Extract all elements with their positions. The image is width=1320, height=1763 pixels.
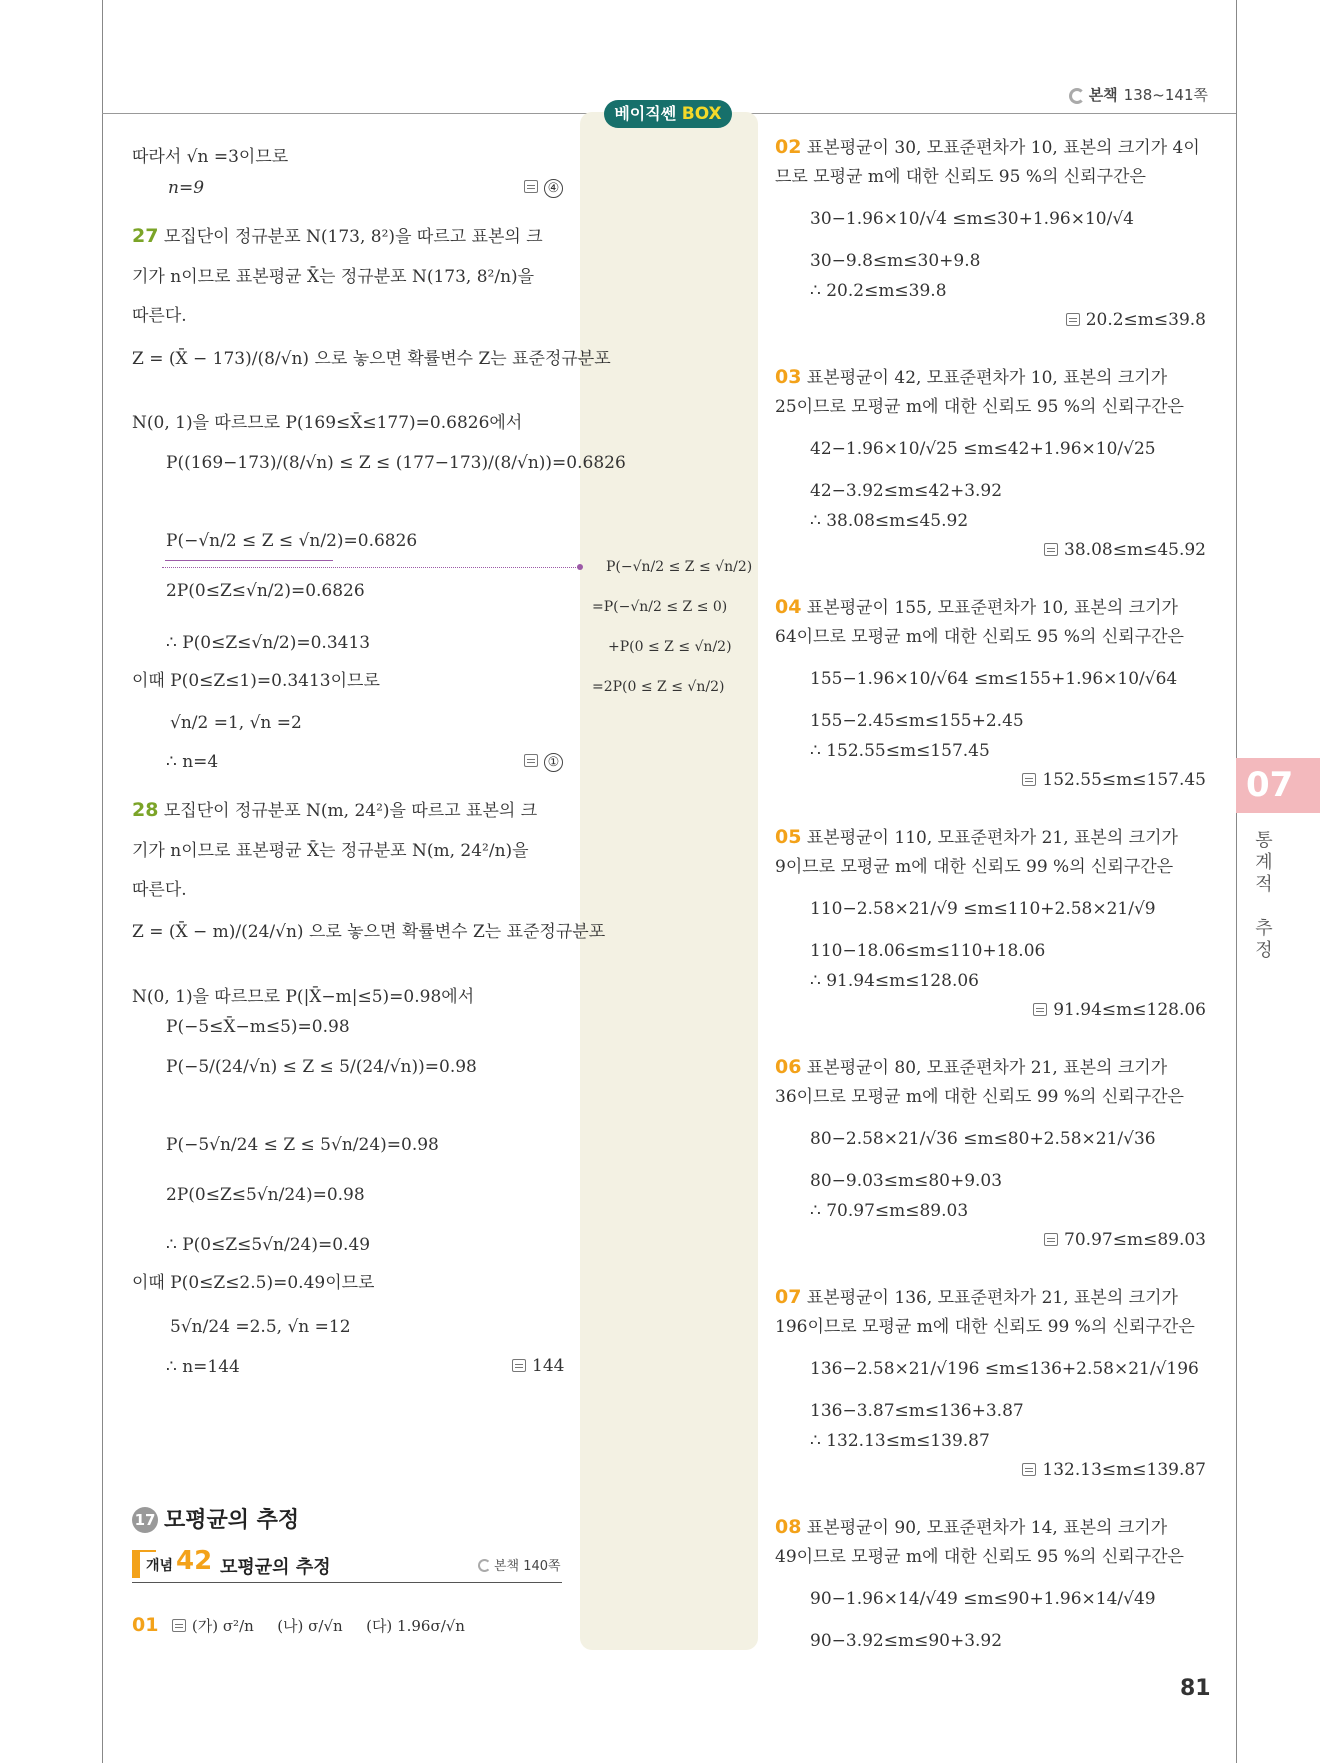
connector-dotted-line: [162, 567, 580, 568]
problem-01-part-a: (가) σ²/n: [191, 1617, 254, 1635]
book-ref-icon: [1069, 88, 1085, 104]
problem-06-line-1: [775, 1056, 1167, 1079]
problem-04-text-1: 표본평균이 155, 모표준편차가 10, 표본의 크기가: [806, 598, 1178, 618]
problem-28-line-2: 기가 n이므로 표본평균 X̄는 정규분포 N(m, 24²/n)을: [132, 841, 529, 861]
problem-06-text-1: 표본평균이 80, 모표준편차가 21, 표본의 크기가: [806, 1058, 1168, 1078]
problem-03-eq-3: ∴ 38.08≤m≤45.92: [810, 511, 969, 531]
problem-27-eq-6: ∴ n=4: [166, 752, 219, 772]
problem-08-eq-2: 90−3.92≤m≤90+3.92: [810, 1631, 1003, 1651]
problem-06-number: 06: [775, 1056, 802, 1078]
highlight-underline: [165, 560, 333, 561]
problem-27-line-6: 이때 P(0≤Z≤1)=0.3413이므로: [132, 671, 380, 691]
section-title: 모평균의 추정: [164, 1508, 300, 1533]
answer-26-value: ④: [544, 179, 563, 198]
problem-04-line-2: 64이므로 모평균 m에 대한 신뢰도 95 %의 신뢰구간은: [775, 627, 1184, 647]
book-ref-icon: [478, 1559, 491, 1572]
problem-05-line-2: 9이므로 모평균 m에 대한 신뢰도 99 %의 신뢰구간은: [775, 857, 1174, 877]
problem-07-line-2: 196이므로 모평균 m에 대한 신뢰도 99 %의 신뢰구간은: [775, 1317, 1195, 1337]
problem-04-eq-2: 155−2.45≤m≤155+2.45: [810, 711, 1024, 731]
answer-26: [524, 177, 563, 198]
answer-icon: [524, 754, 538, 767]
answer-icon: [1044, 543, 1058, 556]
answer-icon: [1066, 313, 1080, 326]
connector-dot: [577, 564, 583, 570]
concept-accent-bar: [132, 1550, 140, 1578]
problem-28-eq-6: ∴ n=144: [166, 1357, 240, 1377]
problem-05-number: 05: [775, 826, 802, 848]
problem-06-eq-3: ∴ 70.97≤m≤89.03: [810, 1201, 969, 1221]
problem-08-text-1: 표본평균이 90, 모표준편차가 14, 표본의 크기가: [806, 1518, 1168, 1538]
section-number-badge: 17: [132, 1507, 158, 1533]
problem-28-line-5: N(0, 1)을 따르므로 P(|X̄−m|≤5)=0.98에서: [132, 987, 475, 1007]
problem-06-line-2: 36이므로 모평균 m에 대한 신뢰도 99 %의 신뢰구간은: [775, 1087, 1184, 1107]
chapter-tab: 07: [1236, 758, 1320, 813]
page-number: 81: [1180, 1676, 1211, 1701]
answer-27-value: ①: [544, 753, 563, 772]
problem-27-eq-1: P((169−173)/(8/√n) ≤ Z ≤ (177−173)/(8/√n))=0.6826: [166, 453, 626, 473]
problem-02-text-1: 표본평균이 30, 모표준편차가 10, 표본의 크기가 4이: [806, 138, 1200, 158]
answer-06: [1044, 1230, 1206, 1250]
problem-27-eq-2: P(−√n/2 ≤ Z ≤ √n/2)=0.6826: [166, 531, 418, 551]
problem-07-number: 07: [775, 1286, 802, 1308]
problem-04-number: 04: [775, 596, 802, 618]
right-margin-line: [1236, 0, 1237, 1763]
box-label-suffix: BOX: [681, 104, 722, 124]
problem-02-eq-3: ∴ 20.2≤m≤39.8: [810, 281, 947, 301]
problem-05-line-1: [775, 826, 1178, 849]
problem-27-number: 27: [132, 225, 159, 247]
chapter-vertical-title: 통 계 적 추 정: [1255, 830, 1273, 961]
problem-01-part-b: (나) σ/√n: [277, 1617, 343, 1635]
concept-ref: [478, 1555, 561, 1574]
problem-28-eq-3: 2P(0≤Z≤5√n/24)=0.98: [166, 1185, 365, 1205]
answer-07-value: 132.13≤m≤139.87: [1042, 1460, 1206, 1480]
problem-08-line-2: 49이므로 모평균 m에 대한 신뢰도 95 %의 신뢰구간은: [775, 1547, 1184, 1567]
problem-05-eq-3: ∴ 91.94≤m≤128.06: [810, 971, 979, 991]
basic-box-badge: [604, 100, 732, 128]
box-note-line-4: =2P(0 ≤ Z ≤ √n/2): [592, 679, 725, 695]
answer-04-value: 152.55≤m≤157.45: [1042, 770, 1206, 790]
header-book-reference: [1069, 84, 1208, 105]
box-label-prefix: 베이직쎈: [614, 104, 677, 123]
answer-02: [1066, 310, 1206, 330]
problem-27-line-4: Z = (X̄ − 173)/(8/√n) 으로 놓으면 확률변수 Z는 표준정규분포: [132, 349, 611, 369]
answer-28: [512, 1356, 564, 1376]
problem-28-line-4: Z = (X̄ − m)/(24/√n) 으로 놓으면 확률변수 Z는 표준정규분포: [132, 922, 606, 942]
problem-27-eq-4: ∴ P(0≤Z≤√n/2)=0.3413: [166, 633, 371, 653]
problem-03-text-1: 표본평균이 42, 모표준편차가 10, 표본의 크기가: [806, 368, 1168, 388]
problem-07-eq-1: 136−2.58×21/√196 ≤m≤136+2.58×21/√196: [810, 1359, 1199, 1379]
answer-02-value: 20.2≤m≤39.8: [1085, 310, 1206, 330]
answer-05: [1033, 1000, 1206, 1020]
answer-04: [1022, 770, 1206, 790]
problem-28-number: 28: [132, 799, 159, 821]
box-note-line-2: =P(−√n/2 ≤ Z ≤ 0): [592, 599, 728, 615]
problem-28-eq-2: P(−5√n/24 ≤ Z ≤ 5√n/24)=0.98: [166, 1135, 439, 1155]
problem-07-eq-2: 136−3.87≤m≤136+3.87: [810, 1401, 1024, 1421]
problem-28-line-1: [132, 799, 537, 822]
basic-box-column: [580, 112, 758, 1650]
answer-icon: [524, 180, 538, 193]
problem-06-eq-1: 80−2.58×21/√36 ≤m≤80+2.58×21/√36: [810, 1129, 1156, 1149]
answer-28-value: 144: [532, 1356, 565, 1376]
answer-27: [524, 751, 563, 772]
concept-ref-text: 본책 140쪽: [494, 1559, 561, 1574]
answer-07: [1022, 1460, 1206, 1480]
problem-01-part-c: (다) 1.96σ/√n: [366, 1617, 465, 1635]
book-ref-label: 본책: [1088, 86, 1118, 104]
problem-28-eq-4: ∴ P(0≤Z≤5√n/24)=0.49: [166, 1235, 371, 1255]
problem-27-line-5: N(0, 1)을 따르므로 P(169≤X̄≤177)=0.6826에서: [132, 413, 523, 433]
problem-02-line-2: 므로 모평균 m에 대한 신뢰도 95 %의 신뢰구간은: [775, 167, 1146, 187]
concept-bar: [132, 1546, 562, 1582]
concept-label: 개념: [146, 1558, 174, 1574]
answer-03-value: 38.08≤m≤45.92: [1064, 540, 1206, 560]
box-note-line-3: +P(0 ≤ Z ≤ √n/2): [608, 639, 732, 655]
problem-28-eq-1: P(−5/(24/√n) ≤ Z ≤ 5/(24/√n))=0.98: [166, 1057, 477, 1077]
problem-03-eq-2: 42−3.92≤m≤42+3.92: [810, 481, 1003, 501]
answer-06-value: 70.97≤m≤89.03: [1064, 1230, 1206, 1250]
problem-27-eq-3: 2P(0≤Z≤√n/2)=0.6826: [166, 581, 365, 601]
concept-title: 모평균의 추정: [220, 1557, 331, 1578]
answer-icon: [172, 1619, 186, 1632]
concept-accent-cap: [132, 1550, 156, 1552]
left-margin-line: [102, 0, 103, 1763]
problem-03-line-2: 25이므로 모평균 m에 대한 신뢰도 95 %의 신뢰구간은: [775, 397, 1184, 417]
concept-number: 42: [176, 1546, 213, 1576]
problem-03-eq-1: 42−1.96×10/√25 ≤m≤42+1.96×10/√25: [810, 439, 1156, 459]
problem-28-line-6: 이때 P(0≤Z≤2.5)=0.49이므로: [132, 1273, 375, 1293]
concept-underline: [132, 1582, 562, 1583]
problem-01-number: 01: [132, 1614, 159, 1636]
answer-icon: [1033, 1003, 1047, 1016]
problem-28-eq-0: P(−5≤X̄−m≤5)=0.98: [166, 1017, 350, 1037]
problem-05-eq-2: 110−18.06≤m≤110+18.06: [810, 941, 1046, 961]
problem-08-line-1: [775, 1516, 1167, 1539]
problem-27-line-3: 따른다.: [132, 306, 187, 326]
answer-icon: [1022, 773, 1036, 786]
problem-08-number: 08: [775, 1516, 802, 1538]
problem-27-eq-5: √n/2 =1, √n =2: [170, 713, 302, 733]
problem-27-line-2: 기가 n이므로 표본평균 X̄는 정규분포 N(173, 8²/n)을: [132, 267, 535, 287]
problem-04-eq-3: ∴ 152.55≤m≤157.45: [810, 741, 990, 761]
problem-27-text-1: 모집단이 정규분포 N(173, 8²)을 따르고 표본의 크: [163, 227, 543, 247]
book-ref-pages: 138~141쪽: [1123, 86, 1208, 104]
problem-03-line-1: [775, 366, 1167, 389]
problem-04-eq-1: 155−1.96×10/√64 ≤m≤155+1.96×10/√64: [810, 669, 1178, 689]
problem-02-line-1: [775, 136, 1200, 159]
problem-27-line-1: [132, 225, 543, 248]
answer-03: [1044, 540, 1206, 560]
problem-01-line: [132, 1614, 465, 1637]
answer-icon: [512, 1359, 526, 1372]
problem-02-eq-2: 30−9.8≤m≤30+9.8: [810, 251, 981, 271]
answer-icon: [1022, 1463, 1036, 1476]
problem-28-text-1: 모집단이 정규분포 N(m, 24²)을 따르고 표본의 크: [163, 801, 538, 821]
problem-05-text-1: 표본평균이 110, 모표준편차가 21, 표본의 크기가: [806, 828, 1178, 848]
problem-28-eq-5: 5√n/24 =2.5, √n =12: [170, 1317, 351, 1337]
problem-08-eq-1: 90−1.96×14/√49 ≤m≤90+1.96×14/√49: [810, 1589, 1156, 1609]
sol26-line-2: n=9: [168, 178, 205, 198]
problem-07-line-1: [775, 1286, 1178, 1309]
problem-03-number: 03: [775, 366, 802, 388]
problem-05-eq-1: 110−2.58×21/√9 ≤m≤110+2.58×21/√9: [810, 899, 1156, 919]
section-heading: [132, 1503, 299, 1534]
problem-04-line-1: [775, 596, 1178, 619]
problem-06-eq-2: 80−9.03≤m≤80+9.03: [810, 1171, 1003, 1191]
sol26-line-1: 따라서 √n =3이므로: [132, 147, 289, 167]
problem-07-text-1: 표본평균이 136, 모표준편차가 21, 표본의 크기가: [806, 1288, 1178, 1308]
problem-07-eq-3: ∴ 132.13≤m≤139.87: [810, 1431, 990, 1451]
problem-02-eq-1: 30−1.96×10/√4 ≤m≤30+1.96×10/√4: [810, 209, 1134, 229]
answer-05-value: 91.94≤m≤128.06: [1053, 1000, 1206, 1020]
answer-icon: [1044, 1233, 1058, 1246]
box-note-line-1: P(−√n/2 ≤ Z ≤ √n/2): [606, 559, 753, 575]
problem-28-line-3: 따른다.: [132, 880, 187, 900]
problem-02-number: 02: [775, 136, 802, 158]
